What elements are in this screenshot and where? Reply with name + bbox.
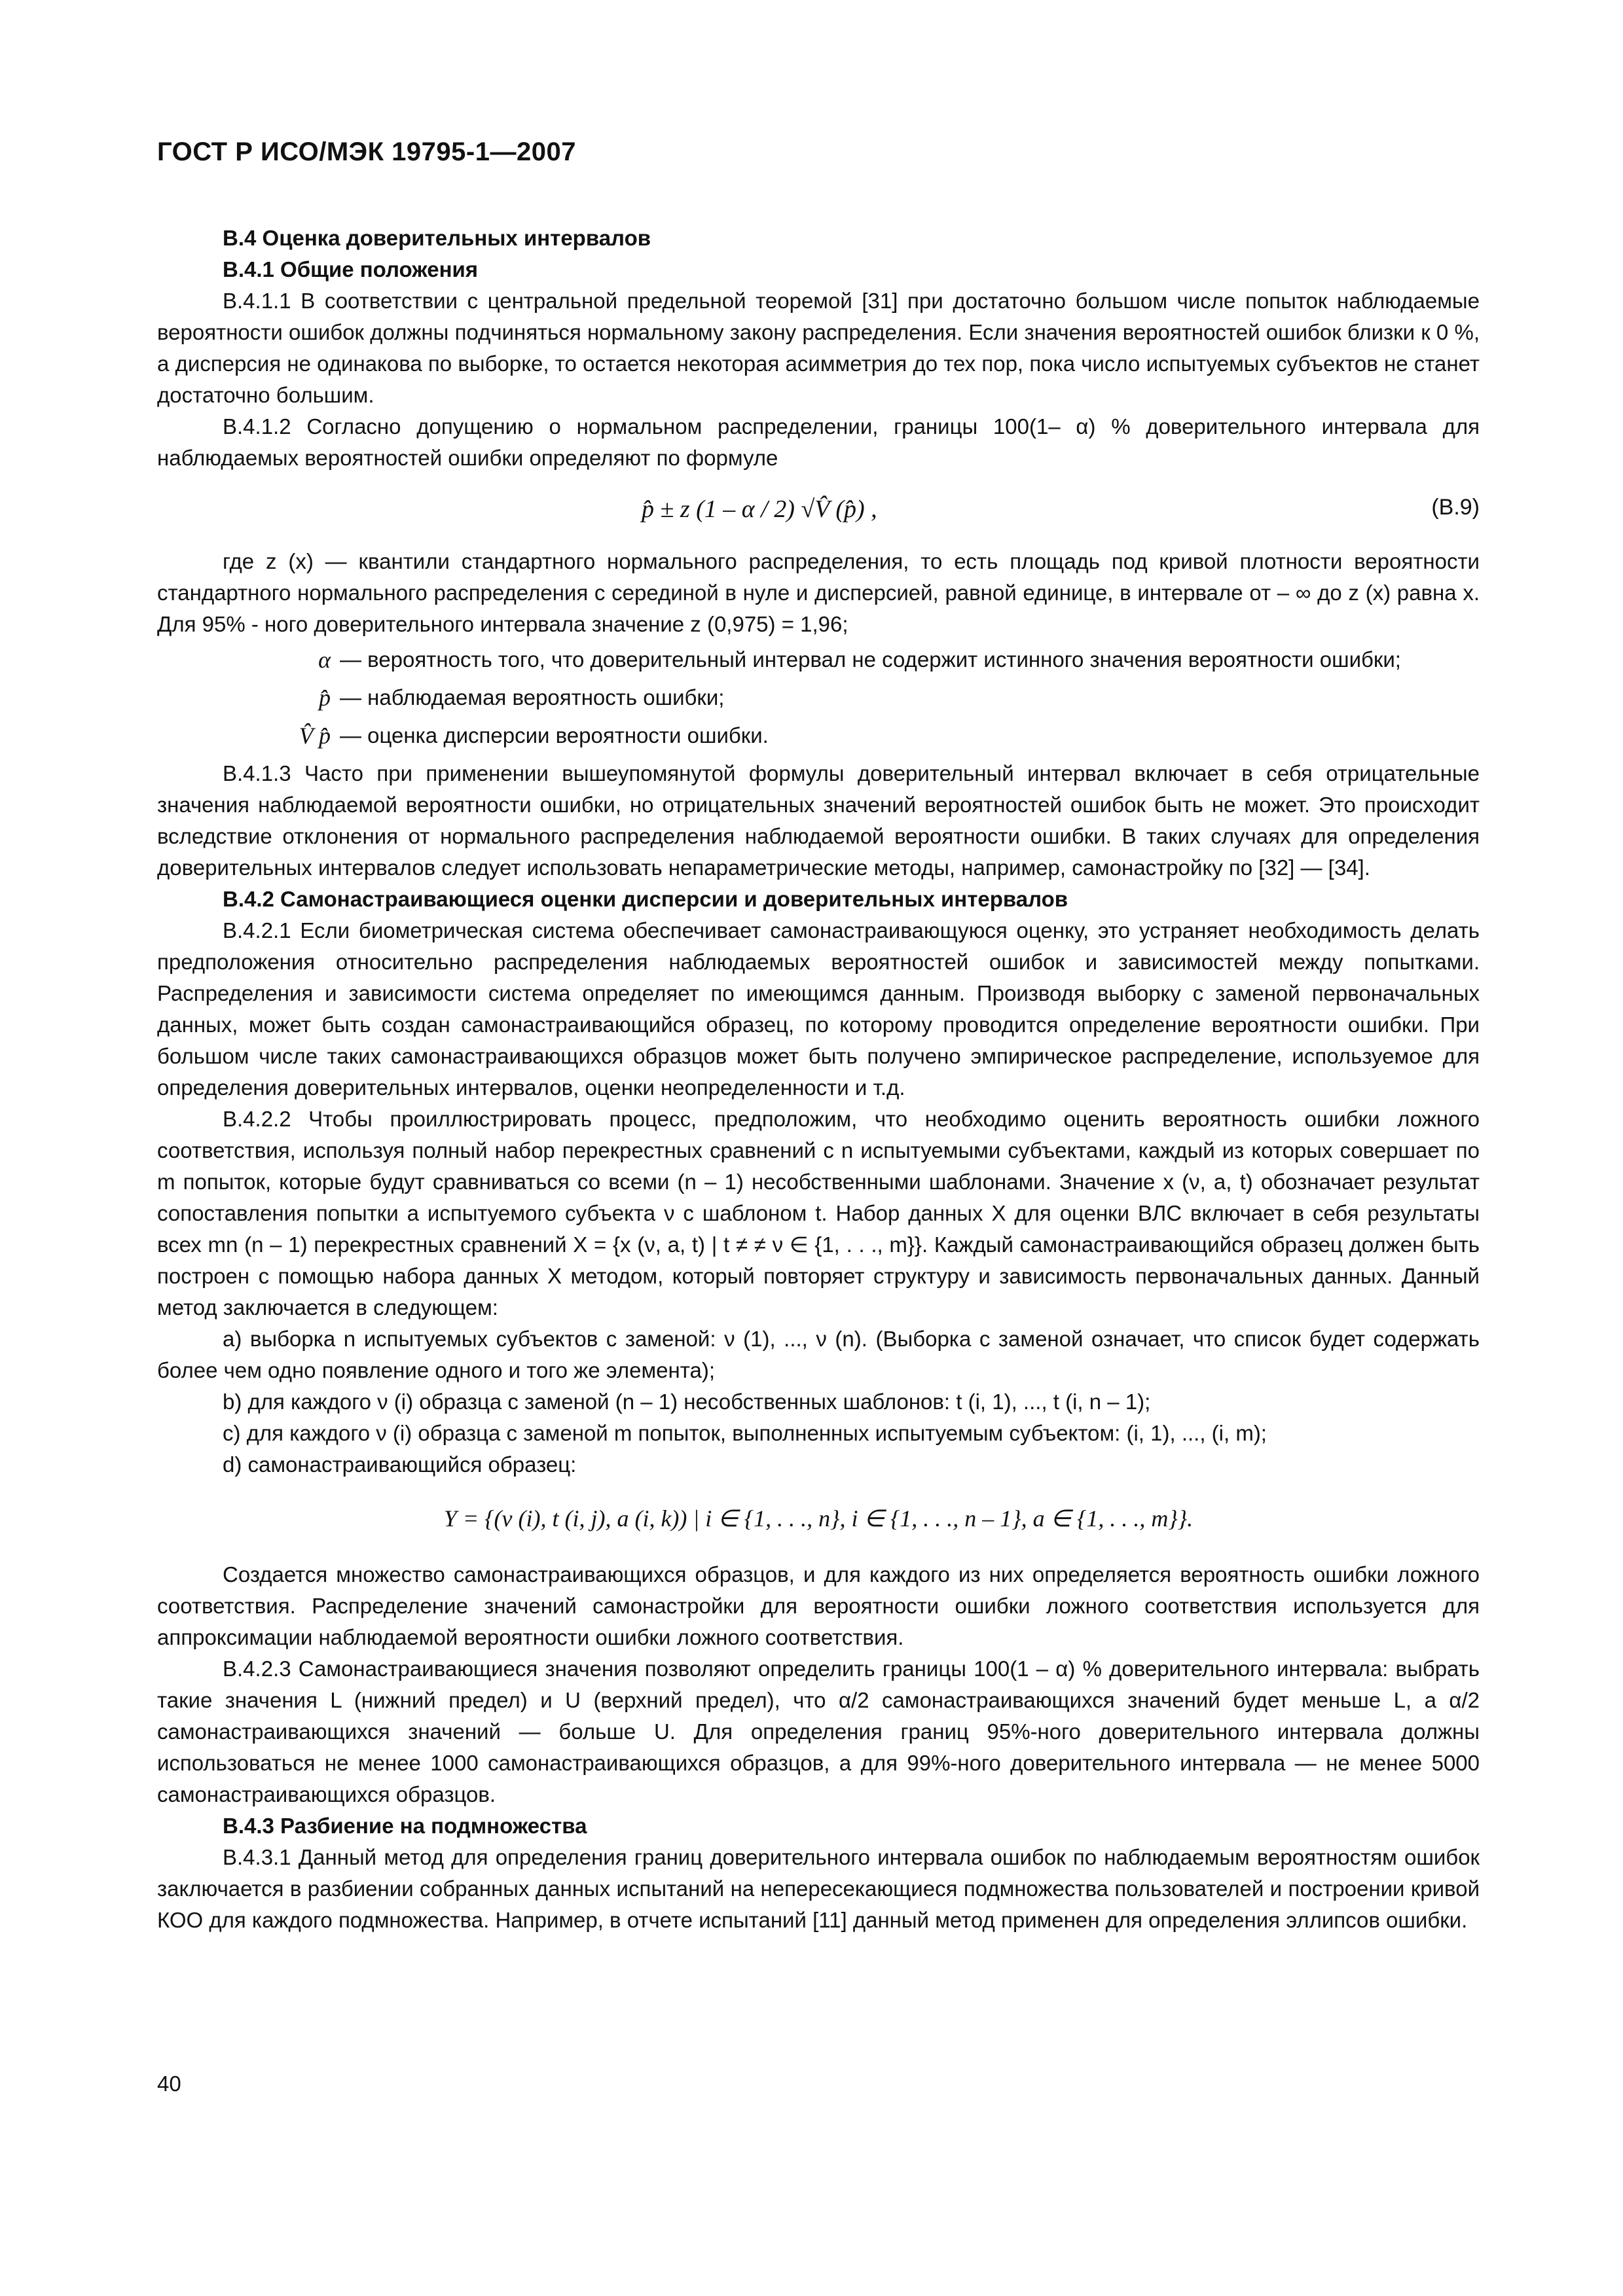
definition-item (157, 682, 1480, 713)
definition-text: — оценка дисперсии вероятности ошибки. (340, 723, 769, 747)
definition-symbol: α (318, 647, 331, 673)
definition-item (157, 644, 1480, 675)
definition-text: — наблюдаемая вероятность ошибки; (340, 685, 725, 709)
document-header: ГОСТ Р ИСО/МЭК 19795-1—2007 (157, 137, 576, 166)
list-item-c: c) для каждого ν (i) образца с заменой m попыток, выполненных испытуемым субъектом: (i, 1), ..., (i, m); (223, 1421, 1267, 1445)
formula-b9 (157, 474, 1480, 546)
section-heading-b41: В.4.1 Общие положения (223, 257, 479, 281)
list-item-d: d) самонастраивающийся образец: (223, 1452, 577, 1477)
paragraph-bootstrap-set: Создается множество самонастраивающихся образцов, и для каждого из них определяется вероятность ошибки ложного соответствия. Распределение значений самонастройки для вероятности ошибки ложного соответствия используется для аппроксимации наблюдаемой вероятности ошибки ложного соответствия. (157, 1562, 1480, 1649)
definition-text: — вероятность того, что доверительный интервал не содержит истинного значения вероятности ошибки; (340, 647, 1401, 672)
paragraph-where: где z (x) — квантили стандартного нормального распределения, то есть площадь под кривой плотности вероятности стандартного нормального распределения с серединой в нуле и дисперсией, равной единице, в интервале от – ∞ до z (x) равна x. Для 95% - ного доверительного интервала значение z (0,975) = 1,96; (157, 549, 1480, 636)
paragraph-b412: В.4.1.2 Согласно допущению о нормальном распределении, границы 100(1– α) % доверительного интервала для наблюдаемых вероятностей ошибки определяют по формуле (157, 414, 1480, 470)
section-heading-b4: В.4 Оценка доверительных интервалов (223, 226, 651, 250)
list-item-b: b) для каждого ν (i) образца с заменой (n – 1) несобственных шаблонов: t (i, 1), ..., t (i, n – 1); (223, 1390, 1151, 1414)
definition-item (157, 720, 1480, 751)
formula-b9-number: (В.9) (1431, 495, 1480, 520)
list-item-a: a) выборка n испытуемых субъектов с заменой: ν (1), ..., ν (n). (Выборка с заменой означает, что список будет содержать более чем одно появление одного и того же элемента); (157, 1327, 1480, 1382)
section-heading-b42: В.4.2 Самонастраивающиеся оценки дисперсии и доверительных интервалов (223, 887, 1068, 911)
paragraph-b431: В.4.3.1 Данный метод для определения границ доверительного интервала ошибок по наблюдаемым вероятностям ошибок заключается в разбиении собранных данных испытаний на непересекающиеся подмножества пользователей и построении кривой КОО для каждого подмножества. Например, в отчете испытаний [11] данный метод применен для определения эллипсов ошибки. (157, 1845, 1480, 1932)
paragraph-b411: В.4.1.1 В соответствии с центральной предельной теоремой [31] при достаточно большом числе попыток наблюдаемые вероятности ошибок должны подчиняться нормальному закону распределения. Если значения вероятностей ошибок близки к 0 %, а дисперсия не одинакова по выборке, то остается некоторая асимметрия до тех пор, пока число испытуемых субъектов не станет достаточно большим. (157, 289, 1480, 407)
paragraph-b421: В.4.2.1 Если биометрическая система обеспечивает самонастраивающуюся оценку, это устраняет необходимость делать предположения относительно распределения наблюдаемых вероятностей ошибок и зависимостей между попытками. Распределения и зависимости система определяет по имеющимся данным. Производя выборку с заменой первоначальных данных, может быть создан самонастраивающийся образец, по которому проводится определение вероятности ошибки. При большом числе таких самонастраивающихся образцов может быть получено эмпирическое распределение, используемое для определения доверительных интервалов, оценки неопределенности и т.д. (157, 918, 1480, 1100)
definition-symbol: V̂ p̂ (299, 723, 331, 749)
page-number: 40 (157, 2072, 181, 2096)
definition-symbol: p̂ (319, 685, 331, 711)
formula-y: Y = {(ν (i), t (i, j), a (i, k)) | i ∈ {1, . . ., n}, i ∈ {1, . . ., n – 1}, a ∈ {1, . . ., m}}. (443, 1505, 1194, 1532)
section-heading-b43: В.4.3 Разбиение на подмножества (223, 1814, 587, 1838)
document-page (157, 137, 1480, 1936)
definitions-list (157, 644, 1480, 751)
paragraph-b413: В.4.1.3 Часто при применении вышеупомянутой формулы доверительный интервал включает в себя отрицательные значения наблюдаемой вероятности ошибки, но отрицательных значений вероятностей ошибок быть не может. Это происходит вследствие отклонения от нормального распределения наблюдаемой вероятности ошибки. В таких случаях для определения доверительных интервалов следует использовать непараметрические методы, например, самонастройку по [32] — [34]. (157, 761, 1480, 880)
paragraph-b423: В.4.2.3 Самонастраивающиеся значения позволяют определить границы 100(1 – α) % доверительного интервала: выбрать такие значения L (нижний предел) и U (верхний предел), что α/2 самонастраивающихся значений будет меньше L, а α/2 самонастраивающихся значений — больше U. Для определения границ 95%-ного доверительного интервала должны использоваться не менее 1000 самонастраивающихся образцов, а для 99%-ного доверительного интервала — не менее 5000 самонастраивающихся образцов. (157, 1657, 1480, 1806)
paragraph-b422: В.4.2.2 Чтобы проиллюстрировать процесс, предположим, что необходимо оценить вероятность ошибки ложного соответствия, используя полный набор перекрестных сравнений с n испытуемыми субъектами, каждый из которых совершает по m попыток, которые будут сравниваться со всеми (n – 1) несобственными шаблонами. Значение x (ν, a, t) обозначает результат сопоставления попытки a испытуемого субъекта ν с шаблоном t. Набор данных X для оценки ВЛС включает в себя результаты всех mn (n – 1) перекрестных сравнений X = {x (ν, a, t) | t ≠ ≠ ν ∈ {1, . . ., m}}. Каждый самонастраивающийся образец должен быть построен с помощью набора данных X методом, который повторяет структуру и зависимость первоначальных данных. Данный метод заключается в следующем: (157, 1107, 1480, 1319)
formula-b9-expression: p̂ ± z (1 – α / 2) √V̂ (p̂) , (642, 495, 877, 523)
